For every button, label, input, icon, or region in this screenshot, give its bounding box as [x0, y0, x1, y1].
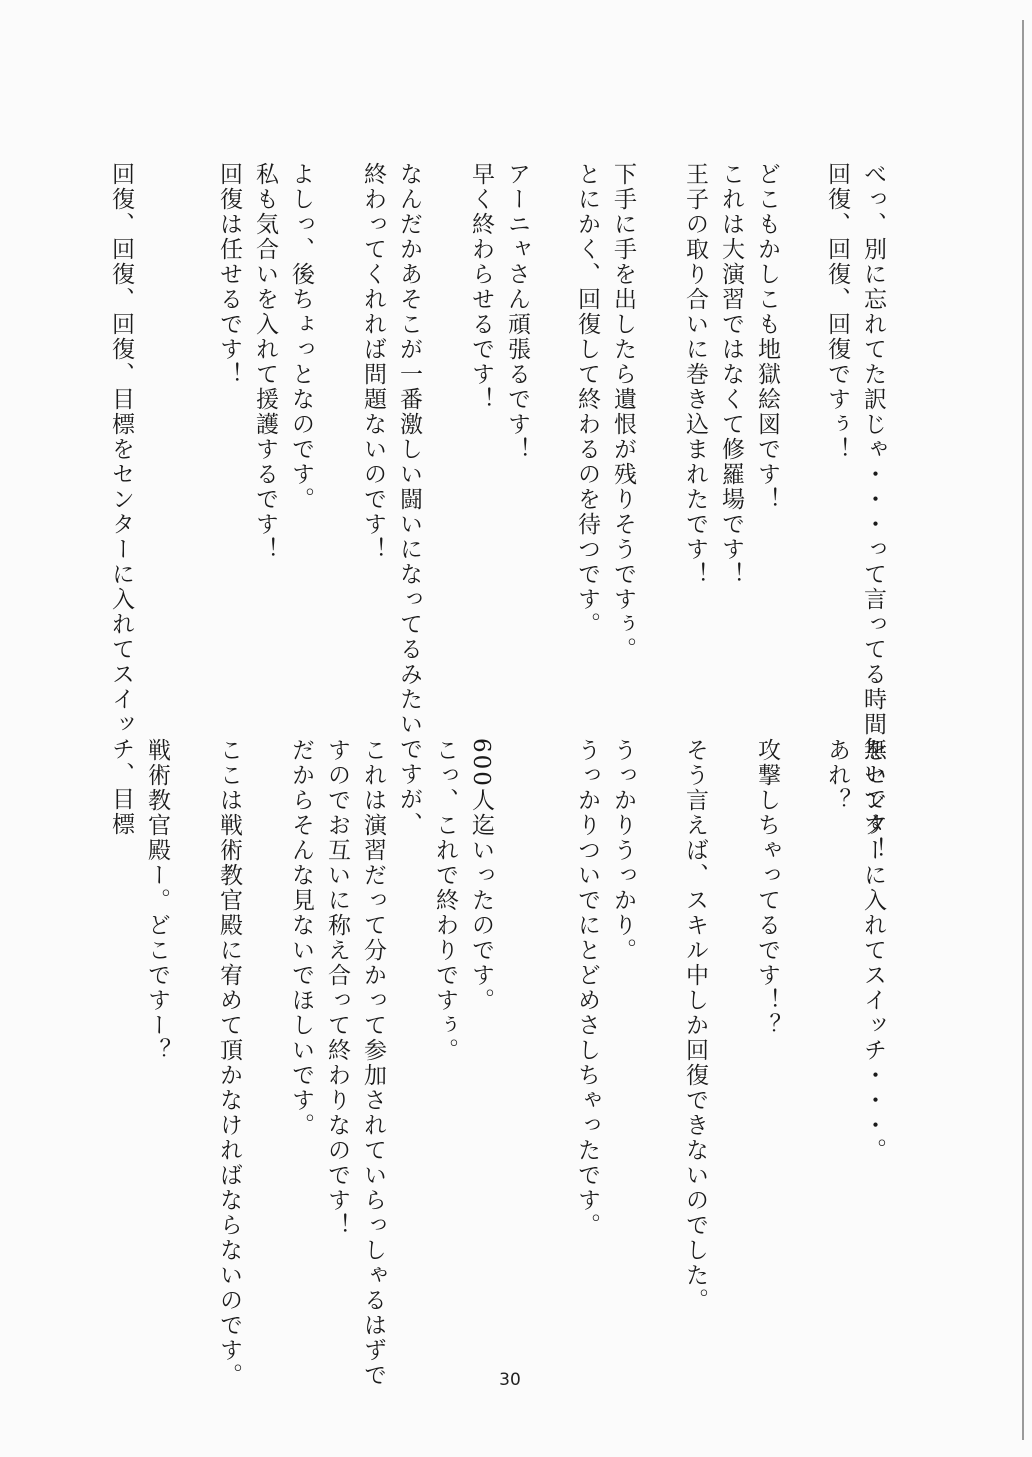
text-line: 下手に手を出したら遺恨が残りそうですぅ。 — [610, 162, 636, 662]
text-line: 回復、回復、回復ですぅ！ — [824, 162, 850, 462]
text-line: 終わってくれれば問題ないのです！ — [360, 162, 386, 562]
text-line: これは大演習ではなくて修羅場です！ — [718, 162, 744, 587]
text-line: 戦術教官殿ー。どこですー？ — [144, 738, 170, 1063]
text-line: うっかりうっかり。 — [610, 738, 636, 963]
text-line: アーニャさん頑張るです！ — [504, 162, 530, 462]
text-line: うっかりついでにとどめさしちゃったです。 — [574, 738, 600, 1238]
text-line: なんだかあそこが一番激しい闘いになってるみたいですが、 — [396, 162, 422, 837]
text-line: これは演習だって分かって参加されていらっしゃるはずで — [360, 738, 386, 1388]
text-line: すのでお互いに称え合って終わりなのです！ — [324, 738, 350, 1238]
page-edge-line — [1022, 20, 1024, 1440]
text-line: 私も気合いを入れて援護するです！ — [252, 162, 278, 562]
text-line: とにかく、回復して終わるのを待つです。 — [574, 162, 600, 637]
text-line: よしっ、後ちょっとなのです。 — [288, 162, 314, 512]
text-line: どこもかしこも地獄絵図です！ — [754, 162, 780, 512]
text-line: 王子の取り合いに巻き込まれたです！ — [682, 162, 708, 587]
text-line: 攻撃しちゃってるです！？ — [754, 738, 780, 1038]
text-line: をセンターに入れてスイッチ・・・。 — [860, 738, 886, 1163]
text-line: ここは戦術教官殿に宥めて頂かなければならないのです。 — [216, 738, 242, 1388]
text-line: 600人迄いったのです。 — [468, 738, 494, 1013]
text-line: だからそんな見ないでほしいです。 — [288, 738, 314, 1138]
text-line: あれ？ — [824, 738, 850, 813]
text-line: 回復は任せるです！ — [216, 162, 242, 387]
page-number: 30 — [499, 1370, 521, 1390]
text-line: そう言えば、スキル中しか回復できないのでした。 — [682, 738, 708, 1313]
text-line: 早く終わらせるです！ — [468, 162, 494, 412]
text-line: べっ、別に忘れてた訳じゃ・・・って言ってる時間無いです！ — [860, 162, 886, 862]
text-line: 回復、回復、回復、目標をセンターに入れてスイッチ、目標 — [108, 162, 134, 837]
text-line: こっ、これで終わりですぅ。 — [432, 738, 458, 1063]
